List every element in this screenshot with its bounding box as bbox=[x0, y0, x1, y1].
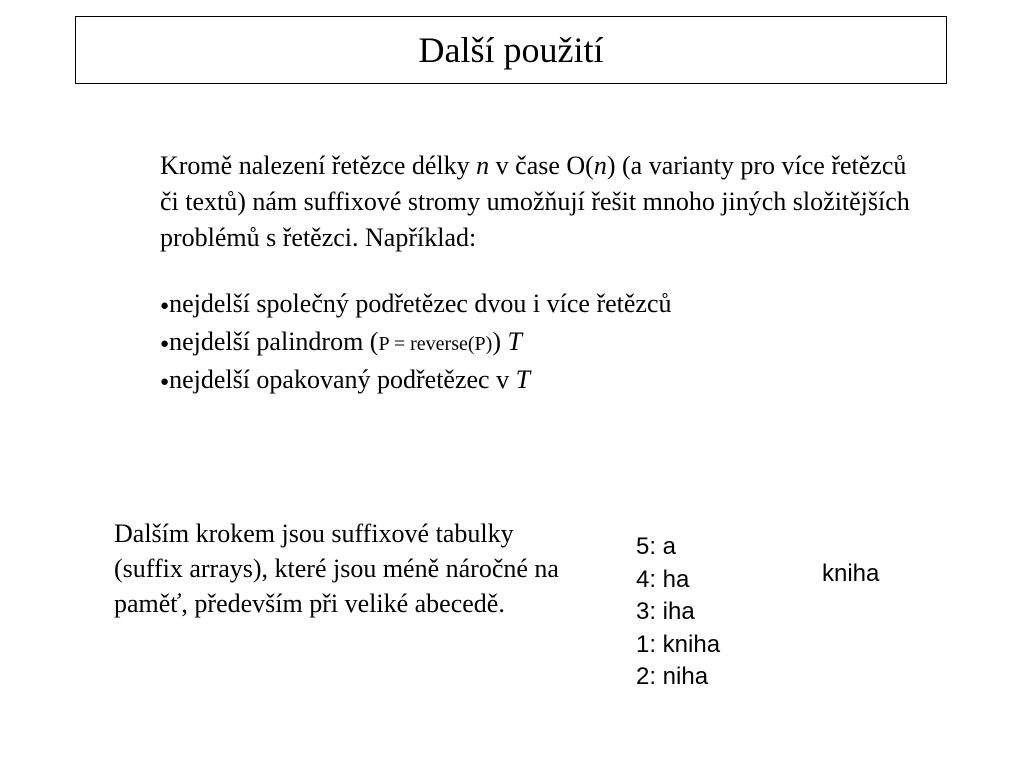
list-item bbox=[160, 286, 920, 324]
example-word: kniha bbox=[822, 560, 880, 587]
intro-variable-n-2: n bbox=[593, 151, 607, 180]
suffix-array-entry: 4: ha bbox=[636, 565, 690, 593]
suffix-array-entry: 2: niha bbox=[636, 663, 709, 690]
bullet-icon: ● bbox=[160, 336, 170, 352]
suffix-array-entry: 5: a bbox=[636, 533, 677, 560]
bullet-text: nejdelší palindrom ( bbox=[169, 327, 379, 356]
intro-text-2: v čase O( bbox=[489, 151, 594, 180]
suffix-array-entry: 1: kniha bbox=[636, 630, 721, 658]
intro-text-3: ) (a varianty pro více řetězců či textů) nám suffixové stromy umožňují řešit mnoho jiných složitějších problémů s řetězci. Například: bbox=[160, 151, 910, 252]
palindrom-condition: P = reverse(P) bbox=[378, 333, 493, 355]
bullet-icon: ● bbox=[160, 298, 170, 314]
intro-text-1: Kromě nalezení řetězce délky bbox=[160, 151, 477, 180]
slide-title: Další použití bbox=[418, 30, 604, 70]
title-box bbox=[75, 16, 947, 84]
list-item bbox=[160, 324, 920, 362]
variable-t: T bbox=[507, 327, 522, 356]
intro-paragraph bbox=[160, 148, 920, 256]
bullet-text-after: ) bbox=[492, 327, 508, 356]
suffix-array-list bbox=[636, 531, 720, 694]
bullet-text: nejdelší společný podřetězec dvou i více řetězců bbox=[169, 289, 672, 318]
suffix-array-entry: 3: iha bbox=[636, 598, 695, 625]
variable-t: T bbox=[515, 365, 531, 394]
intro-variable-n: n bbox=[476, 151, 490, 180]
list-item bbox=[160, 362, 920, 400]
bullet-list bbox=[160, 286, 920, 400]
bullet-text: nejdelší opakovaný podřetězec v bbox=[169, 365, 516, 394]
bullet-icon: ● bbox=[160, 374, 170, 390]
suffix-arrays-paragraph: Dalším krokem jsou suffixové tabulky (suffix arrays), které jsou méně náročné na paměť, především při veliké abecedě. bbox=[114, 519, 559, 618]
